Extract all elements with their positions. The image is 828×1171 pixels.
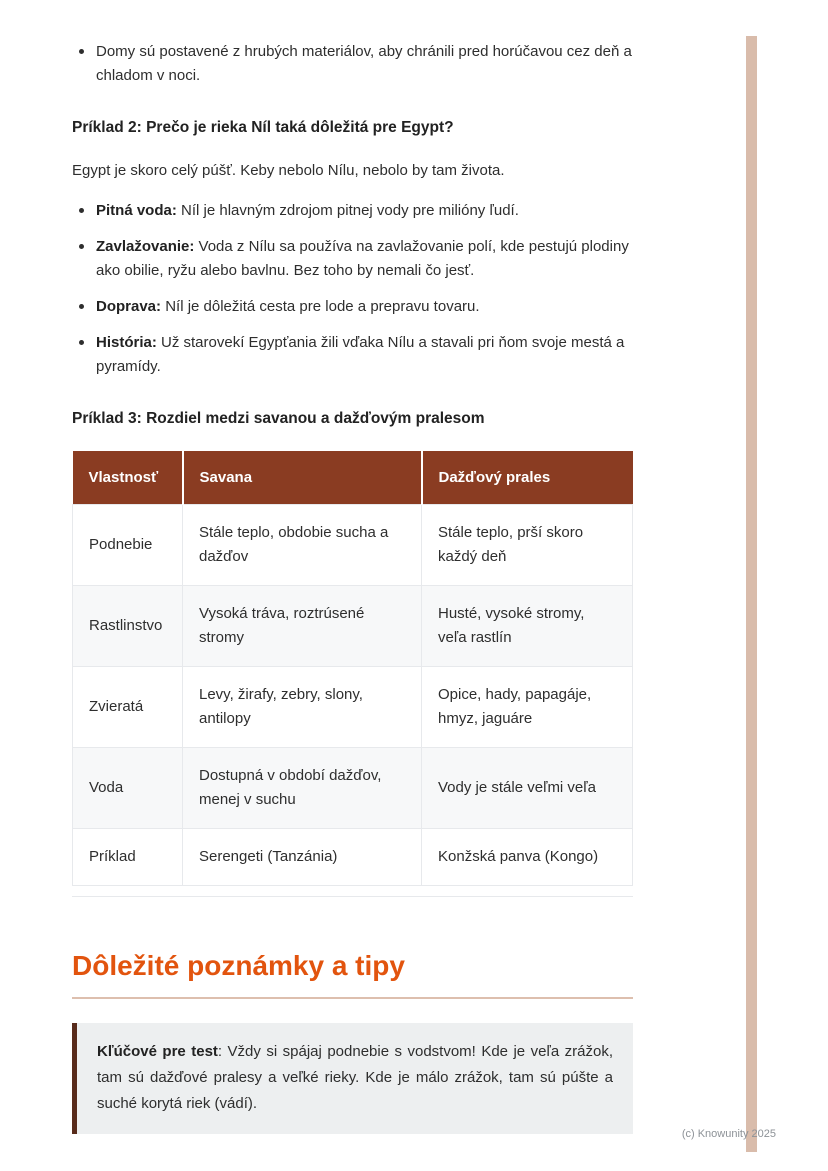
table-header-cell: Vlastnosť bbox=[73, 451, 183, 505]
list-item-text: Domy sú postavené z hrubých materiálov, aby chránili pred horúčavou cez deň a chladom v noci. bbox=[96, 43, 632, 84]
table-cell: Dostupná v období dažďov, menej v suchu bbox=[183, 748, 422, 829]
list-item-lead: Zavlažovanie: bbox=[96, 238, 195, 256]
table-cell: Vody je stále veľmi veľa bbox=[422, 748, 633, 829]
heading-divider bbox=[72, 997, 633, 999]
list-item bbox=[72, 295, 633, 319]
example2-heading: Príklad 2: Prečo je rieka Níl taká dôležitá pre Egypt? bbox=[72, 119, 454, 136]
intro-bullet-list bbox=[72, 40, 633, 88]
table-cell: Zvieratá bbox=[73, 667, 183, 748]
callout-lead: Kľúčové pre test bbox=[97, 1042, 218, 1060]
list-item bbox=[72, 235, 633, 283]
example2-bullet-list bbox=[72, 199, 633, 379]
table-header-cell: Savana bbox=[183, 451, 422, 505]
list-item-text: Už starovekí Egypťania žili vďaka Nílu a stavali pri ňom svoje mestá a pyramídy. bbox=[96, 334, 625, 376]
table-header-cell: Dažďový prales bbox=[422, 451, 633, 505]
list-item-lead: Pitná voda: bbox=[96, 202, 177, 220]
table-cell: Rastlinstvo bbox=[73, 586, 183, 667]
table-row bbox=[73, 586, 633, 667]
table-row bbox=[73, 748, 633, 829]
footer-copyright: (c) Knowunity 2025 bbox=[681, 1128, 776, 1140]
example2-paragraph: Egypt je skoro celý púšť. Keby nebolo Nílu, nebolo by tam života. bbox=[72, 162, 505, 180]
table-row bbox=[73, 667, 633, 748]
list-item-lead: Doprava: bbox=[96, 298, 162, 316]
comparison-table bbox=[72, 451, 633, 887]
table-cell: Stále teplo, prší skoro každý deň bbox=[422, 505, 633, 586]
page-edge-stripe bbox=[746, 36, 757, 1152]
table-header-row bbox=[73, 451, 633, 505]
table-row bbox=[73, 829, 633, 886]
table-row bbox=[73, 505, 633, 586]
list-item-text: Voda z Nílu sa používa na zavlažovanie polí, kde pestujú plodiny ako obilie, ryžu alebo bavlnu. Bez toho by nemali čo jesť. bbox=[96, 238, 629, 280]
table-cell: Voda bbox=[73, 748, 183, 829]
table-bottom-rule bbox=[72, 896, 633, 897]
callout-text: : Vždy si spájaj podnebie s vodstvom! Kde je veľa zrážok, tam sú dažďové pralesy a veľké rieky. Kde je málo zrážok, tam sú púšte a suché korytá riek (vádí). bbox=[97, 1042, 613, 1113]
list-item-text: Níl je dôležitá cesta pre lode a prepravu tovaru. bbox=[161, 298, 480, 316]
table-cell: Husté, vysoké stromy, veľa rastlín bbox=[422, 586, 633, 667]
table-cell: Vysoká tráva, roztrúsené stromy bbox=[183, 586, 422, 667]
table-cell: Opice, hady, papagáje, hmyz, jaguáre bbox=[422, 667, 633, 748]
list-item-lead: História: bbox=[96, 334, 157, 352]
list-item bbox=[72, 331, 633, 379]
table-cell: Levy, žirafy, zebry, slony, antilopy bbox=[183, 667, 422, 748]
table-cell: Podnebie bbox=[73, 505, 183, 586]
list-item bbox=[72, 199, 633, 223]
table-cell: Serengeti (Tanzánia) bbox=[183, 829, 422, 886]
notes-section-heading: Dôležité poznámky a tipy bbox=[72, 950, 405, 982]
table-cell: Konžská panva (Kongo) bbox=[422, 829, 633, 886]
page-content bbox=[72, 40, 633, 1134]
example3-heading: Príklad 3: Rozdiel medzi savanou a dažďovým pralesom bbox=[72, 410, 485, 428]
table-cell: Stále teplo, obdobie sucha a dažďov bbox=[183, 505, 422, 586]
list-item-text: Níl je hlavným zdrojom pitnej vody pre milióny ľudí. bbox=[176, 202, 519, 220]
list-item bbox=[72, 40, 633, 88]
table-cell: Príklad bbox=[73, 829, 183, 886]
key-tip-callout bbox=[72, 1023, 633, 1134]
